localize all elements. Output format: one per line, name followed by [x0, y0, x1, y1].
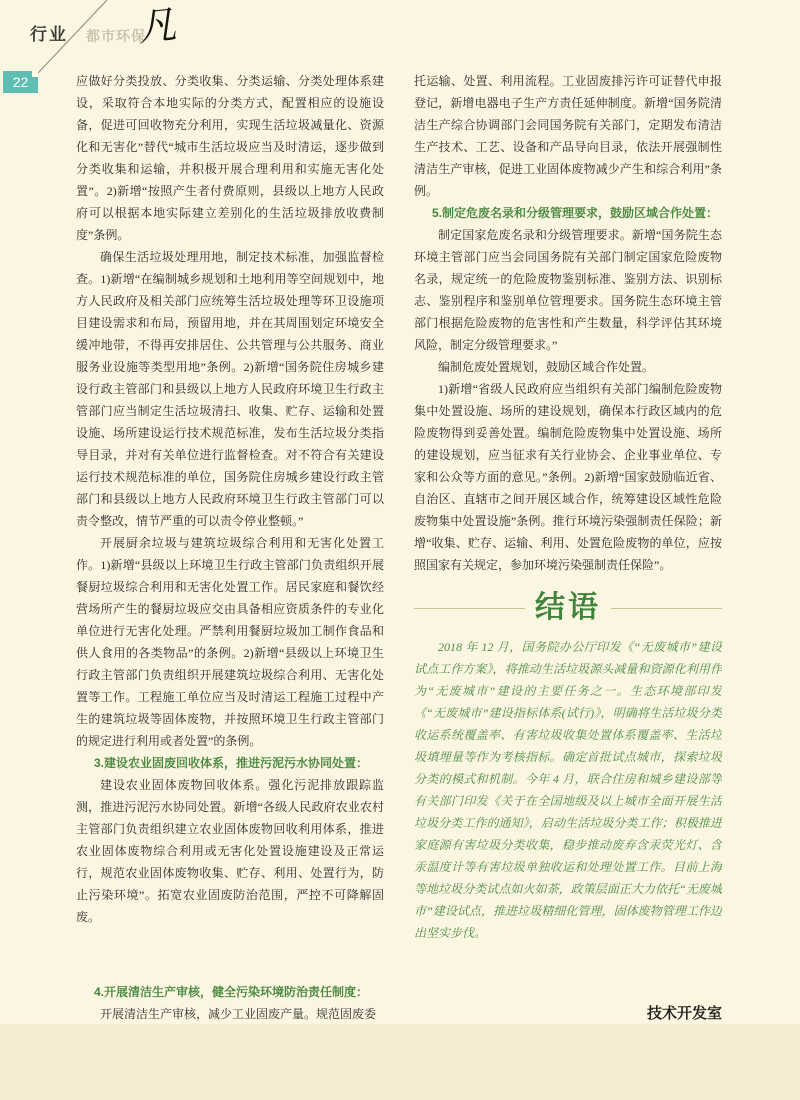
paragraph: 编制危废处置规划，鼓励区域合作处置。 — [438, 360, 655, 374]
paragraph: 确保生活垃圾处理用地，制定技术标准，加强监督检查。1)新增“在编制城乡规划和土地利用等空间规划中，地方人民政府及相关部门应统筹生活垃圾处理等环卫设施项目建设需求和布局，预留用地，并在其周围划定环境安全缓冲地带，不得再安排居住、公共管理与公共服务、商业服务业设施等类型用地”条例。2)新增“国务院住房城乡建设行政主管部门和县级以上地方人民政府环境卫生行政主管部门应当制定生活垃圾清扫、收集、贮存、运输和处置设施、场所建设运行技术规范标准，发布生活垃圾分类指导目录，并对有关单位进行监督检查。对不符合有关建设运行技术规范标准的单位，国务院住房城乡建设行政主管部门和县级以上地方人民政府环境卫生行政主管部门可以责令整改，情节严重的可以责令停业整顿。” — [76, 250, 384, 528]
paragraph: 制定国家危废名录和分级管理要求。新增“国务院生态环境主管部门应当会同国务院有关部门制定国家危险废物名录，规定统一的危险废物鉴别标准、鉴别方法、识别标志、鉴别程序和鉴别单位管理要求。国务院生态环境主管部门根据危险废物的危害性和产生数量，科学评估其环境风险，制定分级管理要求。” — [414, 228, 722, 352]
paragraph: 应做好分类投放、分类收集、分类运输、分类处理体系建设，采取符合本地实际的分类方式，配置相应的设施设备，促进可回收物充分利用，实现生活垃圾减量化、资源化和无害化”替代“城市生活垃圾应当及时清运，逐步做到分类收集和运输，并积极开展合理利用和实施无害化处置”。2)新增“按照产生者付费原则，县级以上地方人民政府可以根据本地实际建立差别化的生活垃圾排放收费制度”条例。 — [76, 74, 384, 242]
left-column — [76, 70, 384, 1025]
paragraph: 托运输、处置、利用流程。工业固废排污许可证替代申报登记，新增电器电子生产方责任延伸制度。新增“国务院清洁生产综合协调部门会同国务院有关部门，定期发布清洁生产技术、工艺、设备和产品导向目录，依法开展强制性清洁生产审核，促进工业固体废物减少产生和综合利用”条例。 — [414, 74, 722, 198]
conclusion-rule-right — [611, 608, 722, 609]
logo-calligraphy-mark: 凡 — [135, 4, 179, 50]
conclusion-title: 结语 — [535, 591, 601, 624]
page-tab-corner-square — [32, 71, 38, 77]
paragraph: 开展厨余垃圾与建筑垃圾综合利用和无害化处置工作。1)新增“县级以上环境卫生行政主管部门负责组织开展餐厨垃圾综合利用和无害化处置工作。居民家庭和餐饮经营场所产生的餐厨垃圾应交由具备相应资质条件的专业化单位进行无害化处理。严禁利用餐厨垃圾加工制作食品和供人食用的各类物品”的条例。2)新增“县级以上环境卫生行政主管部门负责组织开展建筑垃圾综合利用、无害化处置等工作。工程施工单位应当及时清运工程施工过程中产生的建筑垃圾等固体废物，并按照环境卫生行政主管部门的规定进行利用或者处置”的条例。 — [76, 536, 384, 748]
left-column-flow — [76, 70, 384, 981]
footer-author: 技术开发室 — [646, 1005, 722, 1022]
conclusion-rule-left — [414, 608, 525, 609]
paragraph-continuation: 开展清洁生产审核，减少工业固废产量。规范固废委 — [100, 1007, 377, 1021]
right-column — [414, 70, 722, 1025]
section-heading-3: 3.建设农业固废回收体系，推进污泥污水协同处置： — [94, 756, 369, 770]
section-heading-4: 4.开展清洁生产审核，健全污染环境防治责任制度： — [94, 985, 369, 999]
section-label: 行业 — [30, 25, 68, 44]
bottom-margin-strip — [0, 1024, 800, 1100]
magazine-name: 都市环保 — [86, 30, 146, 45]
paragraph: 建设农业固体废物回收体系。强化污泥排放跟踪监测，推进污泥污水协同处置。新增“各级人民政府农业农村主管部门负责组织建立农业固体废物回收利用体系，推进农业固体废物综合利用或无害化处置设施建设及正常运行，规范农业固体废物收集、贮存、利用、处置行为，防止污染环境”。拓宽农业固废防治范围，严控不可降解固废。 — [76, 778, 384, 924]
conclusion-header — [414, 592, 722, 624]
page-number-badge: 22 — [3, 71, 38, 93]
conclusion-paragraph: 2018 年 12 月，国务院办公厅印发《“无废城市”建设试点工作方案》，将推动生活垃圾源头减量和资源化利用作为“无废城市”建设的主要任务之一。生态环境部印发《“无废城市”建设指标体系(试行)》，明确将生活垃圾分类收运系统覆盖率、有害垃圾收集处置体系覆盖率、生活垃圾填埋量等作为考核指标。确定首批试点城市，探索垃圾分类的模式和机制。今年 4 月，联合住房和城乡建设部等有关部门印发《关于在全国地级及以上城市全面开展生活垃圾分类工作的通知》，启动生活垃圾分类工作；积极推进家庭源有害垃圾分类收集，稳步推动废弃含汞荧光灯、含汞温度计等有害垃圾单独收运和处理处置工作。目前上海等地垃圾分类试点如火如荼，政策层面正大力依托“无废城市”建设试点，推进垃圾精细化管理，固体废物管理工作迈出坚实步伐。 — [414, 640, 722, 940]
paragraph: 1)新增“省级人民政府应当组织有关部门编制危险废物集中处置设施、场所的建设规划，确保本行政区域内的危险废物得到妥善处置。编制危险废物集中处置设施、场所的建设规划，应当征求有关行业协会、企业事业单位、专家和公众等方面的意见。”条例。2)新增“国家鼓励临近省、自治区、直辖市之间开展区域合作，统筹建设区域性危险废物集中处置设施”条例。推行环境污染强制责任保险；新增“收集、贮存、运输、利用、处置危险废物的单位，应按照国家有关规定，参加环境污染强制责任保险”。 — [414, 382, 722, 572]
section-heading-5: 5.制定危废名录和分级管理要求，鼓励区域合作处置： — [432, 206, 719, 220]
